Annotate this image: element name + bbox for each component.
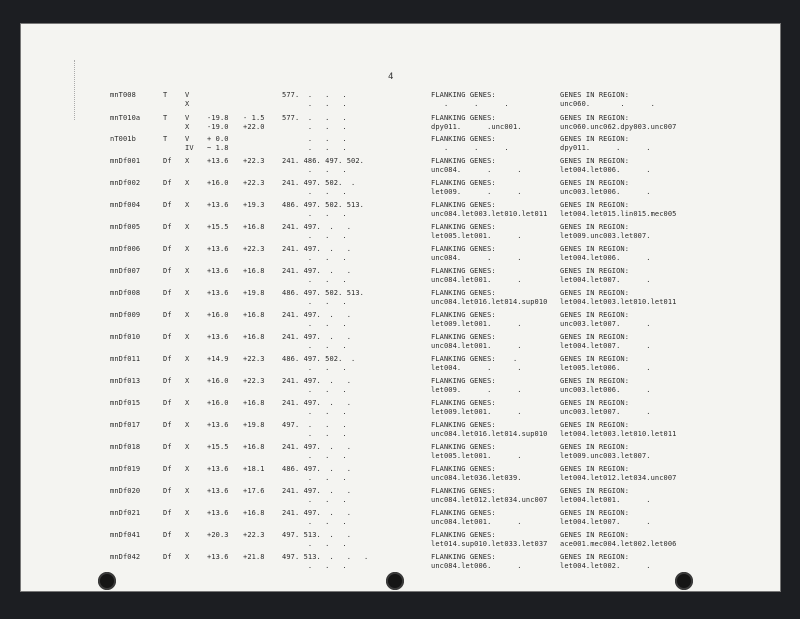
row-chromosome: X xyxy=(185,465,190,473)
row-type: Df xyxy=(163,245,172,253)
row-alleles: 241. 497. . . . . . xyxy=(282,377,352,394)
row-name: mnDf009 xyxy=(110,311,141,319)
row-name: mnDf004 xyxy=(110,201,141,209)
row-alleles: 577. . . . . . . xyxy=(282,114,347,131)
row-flanking-genes: FLANKING GENES: unc084. . . xyxy=(431,245,522,262)
row-flanking-genes: FLANKING GENES: unc084.let006. . xyxy=(431,553,522,570)
row-genes-in-region: GENES IN REGION: ace001.mec004.let002.let006 xyxy=(560,531,677,548)
row-left-position: +20.3 xyxy=(207,531,229,539)
table-row xyxy=(0,399,800,421)
row-alleles: 497. 513. . . . . . . xyxy=(282,553,369,570)
row-left-position: +13.6 xyxy=(207,267,229,275)
row-right-position: +22.3 xyxy=(243,355,265,363)
row-right-position: +21.8 xyxy=(243,553,265,561)
row-left-position: -19.8 -19.0 xyxy=(207,114,229,131)
page-number: 4 xyxy=(388,72,394,82)
row-chromosome: X xyxy=(185,157,190,165)
row-right-position: +19.8 xyxy=(243,289,265,297)
row-type: Df xyxy=(163,289,172,297)
row-type: Df xyxy=(163,531,172,539)
table-row xyxy=(0,421,800,443)
row-flanking-genes: FLANKING GENES: . let004. . . xyxy=(431,355,522,372)
row-type: Df xyxy=(163,443,172,451)
row-alleles: 241. 497. . . . . . xyxy=(282,267,352,284)
row-right-position: +16.8 xyxy=(243,311,265,319)
row-flanking-genes: FLANKING GENES: unc084. . . xyxy=(431,157,522,174)
row-right-position: +16.8 xyxy=(243,333,265,341)
row-flanking-genes: FLANKING GENES: unc084.let036.let039. xyxy=(431,465,522,482)
row-name: mnT010a xyxy=(110,114,141,122)
row-flanking-genes: FLANKING GENES: unc084.let001. . xyxy=(431,509,522,526)
row-chromosome: X xyxy=(185,443,190,451)
row-name: mnDf019 xyxy=(110,465,141,473)
row-left-position: +15.5 xyxy=(207,223,229,231)
row-name: mnDf020 xyxy=(110,487,141,495)
row-chromosome: X xyxy=(185,245,190,253)
table-row xyxy=(0,465,800,487)
row-type: Df xyxy=(163,223,172,231)
row-right-position: +18.1 xyxy=(243,465,265,473)
row-left-position: +13.6 xyxy=(207,487,229,495)
row-type: Df xyxy=(163,399,172,407)
row-genes-in-region: GENES IN REGION: unc003.let007. . xyxy=(560,399,651,416)
row-type: T xyxy=(163,91,168,99)
row-flanking-genes: FLANKING GENES: let009. . . xyxy=(431,179,522,196)
row-genes-in-region: GENES IN REGION: let004.let003.let010.let011 xyxy=(560,289,677,306)
row-chromosome: X xyxy=(185,311,190,319)
table-row xyxy=(0,91,800,113)
row-chromosome: X xyxy=(185,553,190,561)
row-genes-in-region: GENES IN REGION: dpy011. . . xyxy=(560,135,651,152)
row-type: T xyxy=(163,135,168,143)
row-left-position: +16.0 xyxy=(207,311,229,319)
row-genes-in-region: GENES IN REGION: let004.let001. . xyxy=(560,487,651,504)
row-left-position: +13.6 xyxy=(207,333,229,341)
row-flanking-genes: FLANKING GENES: let009.let001. . xyxy=(431,311,522,328)
row-alleles: 241. 497. . . . . . xyxy=(282,509,352,526)
row-type: Df xyxy=(163,333,172,341)
table-row xyxy=(0,135,800,157)
row-alleles: 497. . . . . . . xyxy=(282,421,347,438)
row-genes-in-region: GENES IN REGION: let004.let003.let010.let011 xyxy=(560,421,677,438)
row-left-position: +16.0 xyxy=(207,377,229,385)
row-type: Df xyxy=(163,157,172,165)
row-genes-in-region: GENES IN REGION: let004.let007. . xyxy=(560,509,651,526)
row-genes-in-region: GENES IN REGION: let004.let007. . xyxy=(560,333,651,350)
row-flanking-genes: FLANKING GENES: unc084.let016.let014.sup010 xyxy=(431,289,548,306)
row-name: mnDf007 xyxy=(110,267,141,275)
row-chromosome: X xyxy=(185,267,190,275)
row-chromosome: X xyxy=(185,531,190,539)
row-name: mnDf002 xyxy=(110,179,141,187)
row-type: Df xyxy=(163,267,172,275)
table-row xyxy=(0,487,800,509)
table-row xyxy=(0,245,800,267)
row-type: Df xyxy=(163,311,172,319)
row-flanking-genes: FLANKING GENES: let009. . . xyxy=(431,377,522,394)
row-type: Df xyxy=(163,421,172,429)
row-alleles: 486. 497. 502. 513. . . . xyxy=(282,289,364,306)
row-genes-in-region: GENES IN REGION: let004.let007. . xyxy=(560,267,651,284)
row-right-position: +17.6 xyxy=(243,487,265,495)
row-flanking-genes: FLANKING GENES: let005.let001. . xyxy=(431,223,522,240)
row-type: Df xyxy=(163,465,172,473)
row-name: mnDf021 xyxy=(110,509,141,517)
row-alleles: 241. 497. . . . . . xyxy=(282,487,352,504)
row-alleles: 241. 497. . . . . . xyxy=(282,333,352,350)
row-right-position: +22.3 xyxy=(243,245,265,253)
table-row xyxy=(0,267,800,289)
row-name: mnDf013 xyxy=(110,377,141,385)
row-right-position: +19.8 xyxy=(243,421,265,429)
row-left-position: +16.0 xyxy=(207,179,229,187)
row-alleles: 241. 497. . . . . . xyxy=(282,311,352,328)
row-chromosome: X xyxy=(185,223,190,231)
row-name: mnDf001 xyxy=(110,157,141,165)
row-alleles: 486. 497. 502. 513. . . . xyxy=(282,201,364,218)
table-row xyxy=(0,333,800,355)
row-alleles: 241. 486. 497. 502. . . . xyxy=(282,157,364,174)
row-right-position: - 1.5 +22.0 xyxy=(243,114,265,131)
row-type: Df xyxy=(163,179,172,187)
row-genes-in-region: GENES IN REGION: unc003.let007. . xyxy=(560,311,651,328)
row-genes-in-region: GENES IN REGION: let004.let012.let034.unc007 xyxy=(560,465,677,482)
row-type: Df xyxy=(163,487,172,495)
row-genes-in-region: GENES IN REGION: let004.let006. . xyxy=(560,157,651,174)
table-row xyxy=(0,179,800,201)
row-alleles: . . . . . . xyxy=(307,135,347,152)
row-name: mnDf017 xyxy=(110,421,141,429)
row-alleles: 486. 497. 502. . . . . xyxy=(282,355,356,372)
row-left-position: +13.6 xyxy=(207,553,229,561)
row-name: mnDf010 xyxy=(110,333,141,341)
binder-hole-right xyxy=(675,572,693,590)
row-left-position: +13.6 xyxy=(207,245,229,253)
row-alleles: 241. 497. . . . . . xyxy=(282,245,352,262)
row-chromosome: X xyxy=(185,399,190,407)
row-alleles: 497. 513. . . . . . xyxy=(282,531,352,548)
row-genes-in-region: GENES IN REGION: let004.let015.lin015.mec005 xyxy=(560,201,677,218)
row-genes-in-region: GENES IN REGION: unc060. . . xyxy=(560,91,655,108)
row-name: mnDf011 xyxy=(110,355,141,363)
binder-hole-center xyxy=(386,572,404,590)
row-left-position: +13.6 xyxy=(207,509,229,517)
row-right-position: +16.8 xyxy=(243,223,265,231)
row-type: Df xyxy=(163,509,172,517)
row-name: mnT008 xyxy=(110,91,136,99)
row-left-position: +14.9 xyxy=(207,355,229,363)
row-name: mnDf042 xyxy=(110,553,141,561)
row-right-position: +22.3 xyxy=(243,179,265,187)
row-flanking-genes: FLANKING GENES: unc084.let001. . xyxy=(431,267,522,284)
row-chromosome: X xyxy=(185,355,190,363)
row-flanking-genes: FLANKING GENES: unc084.let012.let034.unc007 xyxy=(431,487,548,504)
row-right-position: +16.8 xyxy=(243,509,265,517)
row-alleles: 241. 497. . . . . . xyxy=(282,399,352,416)
row-genes-in-region: GENES IN REGION: let009.unc003.let007. xyxy=(560,223,651,240)
row-flanking-genes: FLANKING GENES: unc084.let016.let014.sup010 xyxy=(431,421,548,438)
table-row xyxy=(0,355,800,377)
row-genes-in-region: GENES IN REGION: let009.unc003.let007. xyxy=(560,443,651,460)
row-genes-in-region: GENES IN REGION: unc003.let006. . xyxy=(560,179,651,196)
table-row xyxy=(0,157,800,179)
row-right-position: +16.8 xyxy=(243,443,265,451)
row-genes-in-region: GENES IN REGION: let004.let002. . xyxy=(560,553,651,570)
row-genes-in-region: GENES IN REGION: let004.let006. . xyxy=(560,245,651,262)
row-chromosome: V X xyxy=(185,114,190,131)
row-left-position: +13.6 xyxy=(207,157,229,165)
row-chromosome: X xyxy=(185,377,190,385)
row-left-position: +13.6 xyxy=(207,421,229,429)
row-right-position: +19.3 xyxy=(243,201,265,209)
row-right-position: +22.3 xyxy=(243,377,265,385)
row-right-position: +22.3 xyxy=(243,157,265,165)
row-genes-in-region: GENES IN REGION: unc060.unc062.dpy003.unc007 xyxy=(560,114,677,131)
row-left-position: +13.6 xyxy=(207,465,229,473)
row-type: Df xyxy=(163,377,172,385)
row-left-position: +13.6 xyxy=(207,289,229,297)
table-row xyxy=(0,443,800,465)
table-row xyxy=(0,377,800,399)
table-row xyxy=(0,509,800,531)
row-type: Df xyxy=(163,201,172,209)
row-name: mnDf006 xyxy=(110,245,141,253)
table-row xyxy=(0,311,800,333)
row-flanking-genes: FLANKING GENES: let009.let001. . xyxy=(431,399,522,416)
row-name: mnDf041 xyxy=(110,531,141,539)
row-chromosome: X xyxy=(185,201,190,209)
row-flanking-genes: FLANKING GENES: dpy011. .unc001. xyxy=(431,114,522,131)
row-type: Df xyxy=(163,355,172,363)
table-row xyxy=(0,223,800,245)
row-chromosome: X xyxy=(185,487,190,495)
row-flanking-genes: FLANKING GENES: unc084.let001. . xyxy=(431,333,522,350)
row-genes-in-region: GENES IN REGION: let005.let006. . xyxy=(560,355,651,372)
row-chromosome: X xyxy=(185,179,190,187)
row-left-position: +16.0 xyxy=(207,399,229,407)
row-chromosome: V X xyxy=(185,91,190,108)
row-left-position: + 0.0 ~ 1.8 xyxy=(207,135,229,152)
table-row xyxy=(0,114,800,136)
row-name: mnDf008 xyxy=(110,289,141,297)
table-row xyxy=(0,289,800,311)
row-name: mnDf018 xyxy=(110,443,141,451)
row-chromosome: V IV xyxy=(185,135,194,152)
row-type: Df xyxy=(163,553,172,561)
row-alleles: 577. . . . . . . xyxy=(282,91,347,108)
table-row xyxy=(0,531,800,553)
row-flanking-genes: FLANKING GENES: . . . xyxy=(431,91,509,108)
row-flanking-genes: FLANKING GENES: let005.let001. . xyxy=(431,443,522,460)
row-right-position: +22.3 xyxy=(243,531,265,539)
row-right-position: +16.8 xyxy=(243,267,265,275)
row-name: mnDf005 xyxy=(110,223,141,231)
row-alleles: 241. 497. . . . . . xyxy=(282,223,352,240)
row-alleles: 241. 497. . . . . . xyxy=(282,443,352,460)
row-left-position: +15.5 xyxy=(207,443,229,451)
binder-hole-left xyxy=(98,572,116,590)
row-genes-in-region: GENES IN REGION: unc003.let006. . xyxy=(560,377,651,394)
row-left-position: +13.6 xyxy=(207,201,229,209)
table-row xyxy=(0,201,800,223)
row-alleles: 486. 497. . . . . . xyxy=(282,465,352,482)
row-flanking-genes: FLANKING GENES: unc084.let003.let010.let011 xyxy=(431,201,548,218)
row-flanking-genes: FLANKING GENES: let014.sup010.let033.let037 xyxy=(431,531,548,548)
row-right-position: +16.8 xyxy=(243,399,265,407)
row-chromosome: X xyxy=(185,509,190,517)
row-flanking-genes: FLANKING GENES: . . . xyxy=(431,135,509,152)
row-chromosome: X xyxy=(185,421,190,429)
row-chromosome: X xyxy=(185,289,190,297)
row-type: T xyxy=(163,114,168,122)
row-name: mnDf015 xyxy=(110,399,141,407)
row-chromosome: X xyxy=(185,333,190,341)
row-name: nT001b xyxy=(110,135,136,143)
row-alleles: 241. 497. 502. . . . . xyxy=(282,179,356,196)
